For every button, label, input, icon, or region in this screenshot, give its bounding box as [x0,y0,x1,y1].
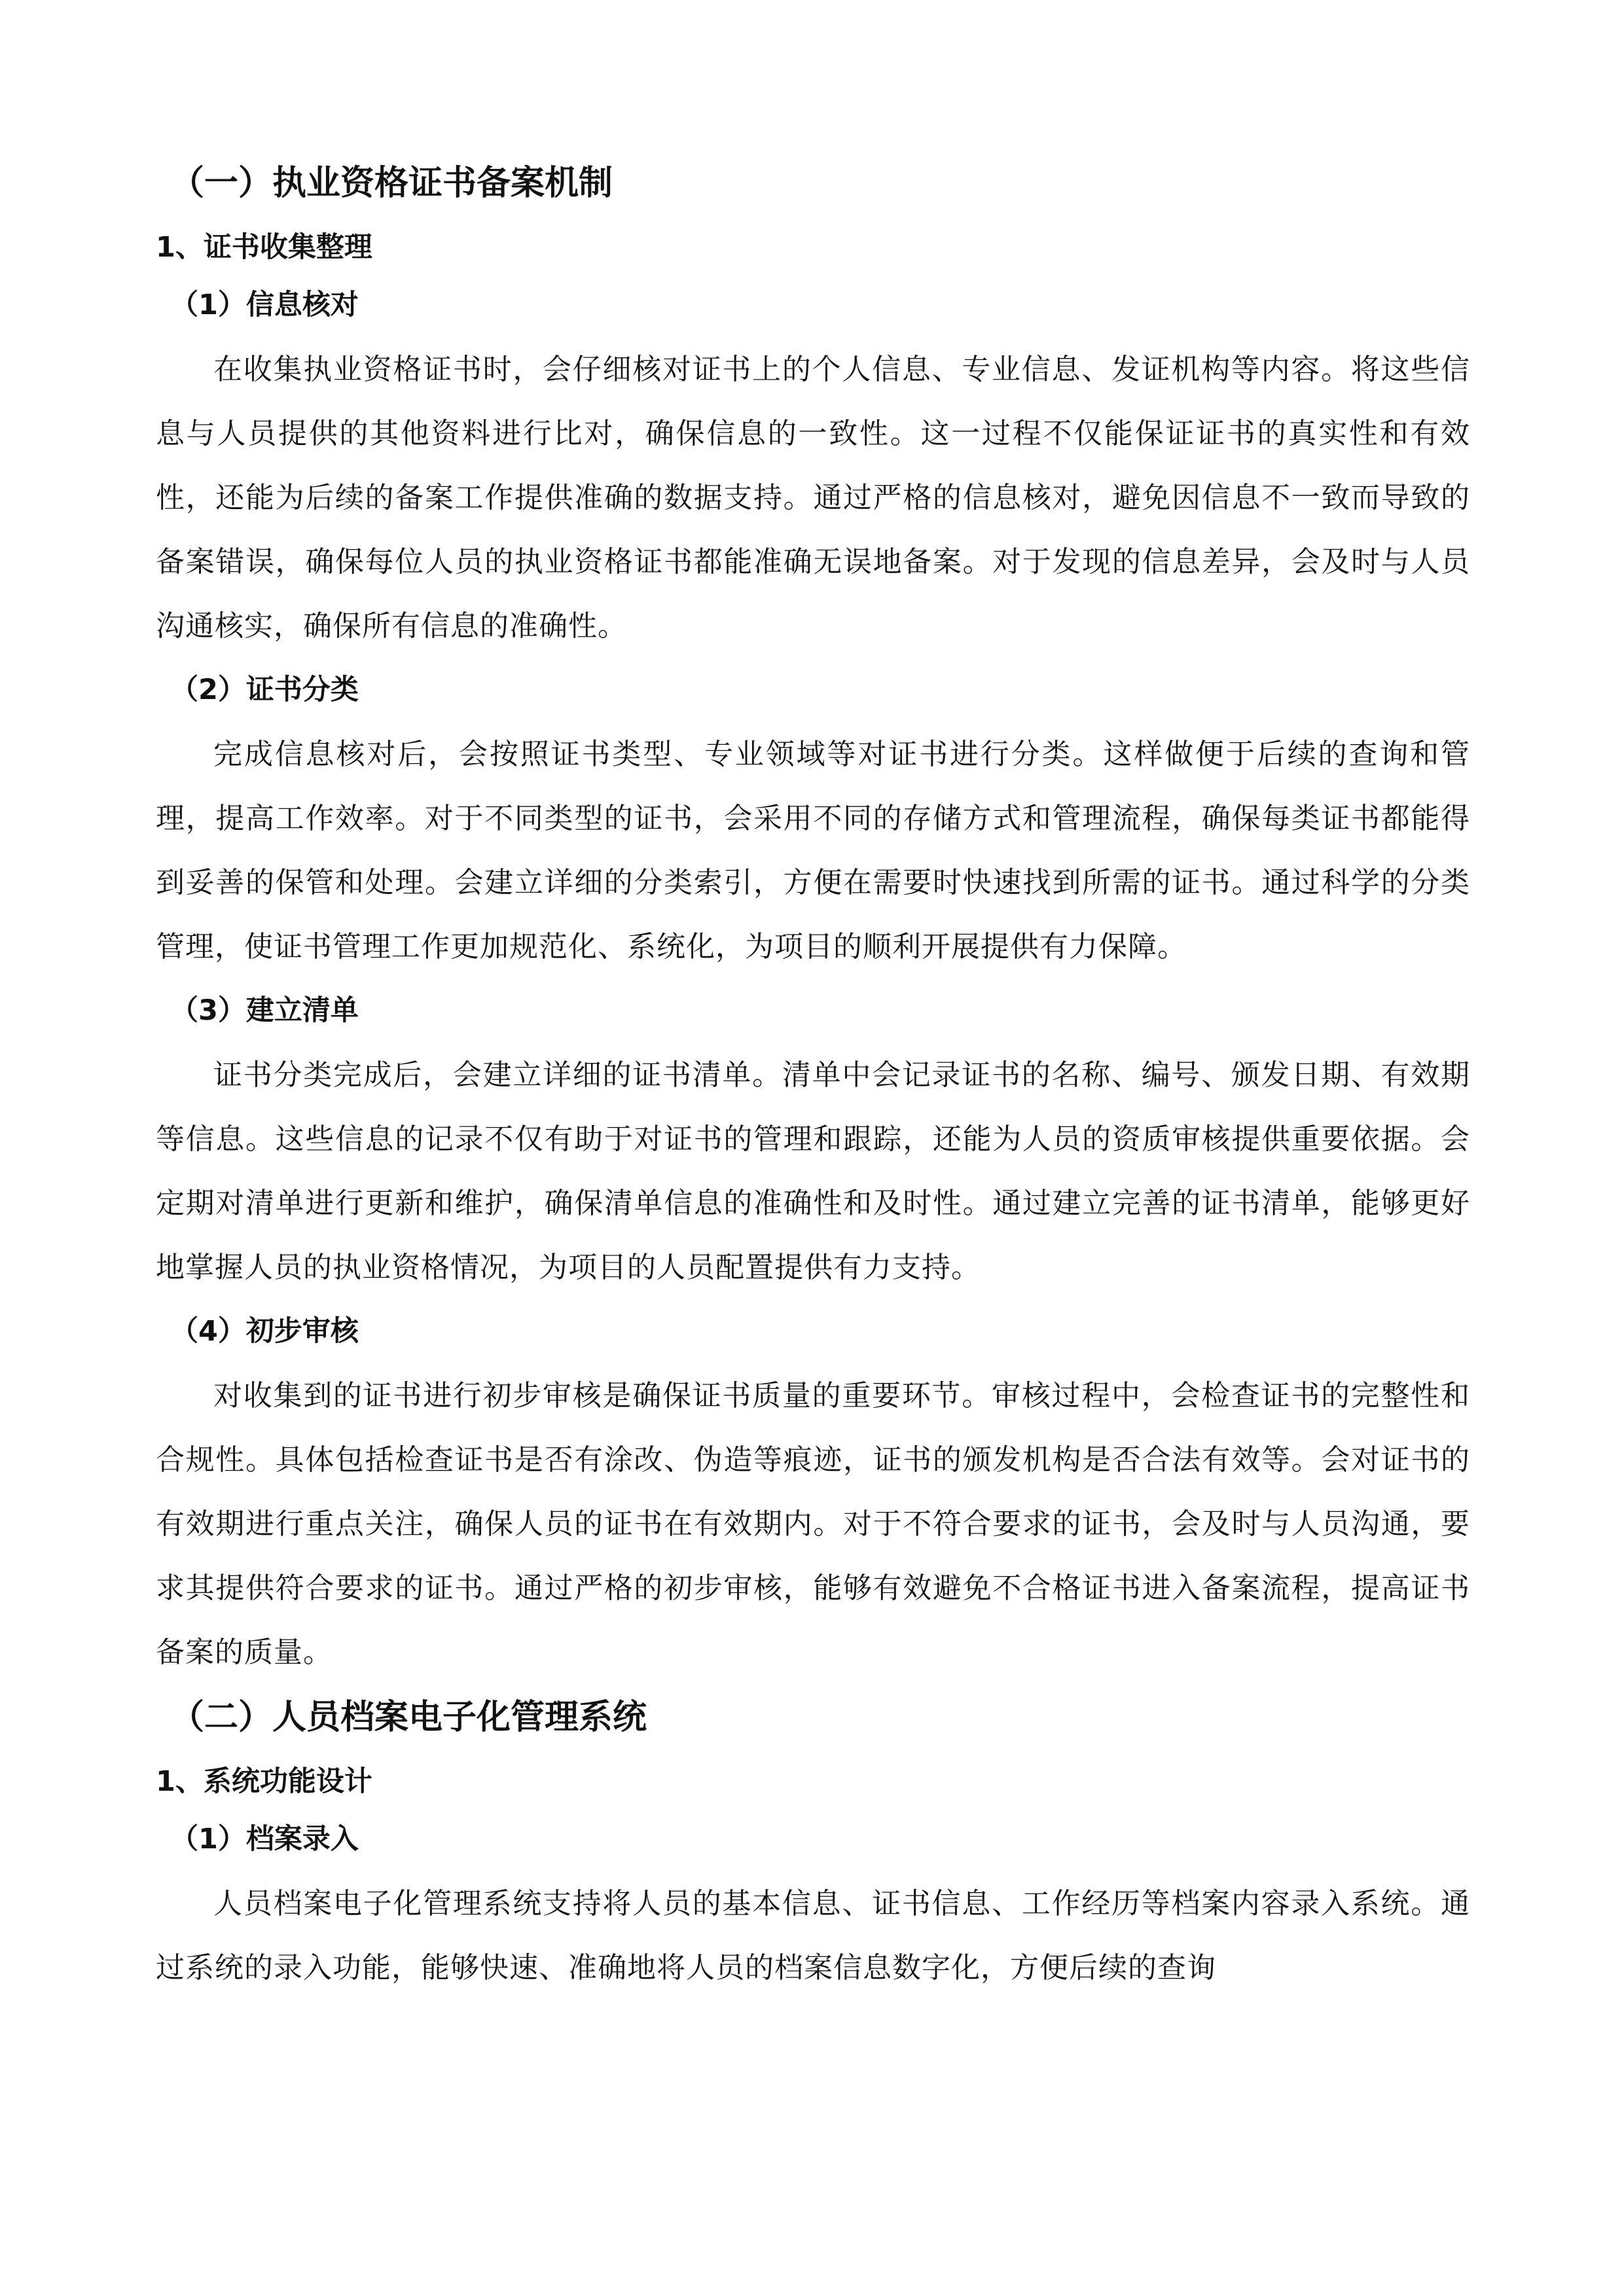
item-heading-build-list: （3）建立清单 [170,994,359,1027]
subsection-heading-1-1: 1、证书收集整理 [156,231,372,264]
document-page [156,157,1470,2005]
item-heading-archive-entry: （1）档案录入 [170,1823,359,1856]
section-title-2: （二）人员档案电子化管理系统 [170,1698,647,1737]
paragraph-initial-review: 对收集到的证书进行初步审核是确保证书质量的重要环节。审核过程中，会检查证书的完整性和合规性。具体包括检查证书是否有涂改、伪造等痕迹，证书的颁发机构是否合法有效等。会对证书的有效期进行重点关注，确保人员的证书在有效期内。对于不符合要求的证书，会及时与人员沟通，要求其提供符合要求的证书。通过严格的初步审核，能够有效避免不合格证书进入备案流程，提高证书备案的质量。 [156,1379,1470,1669]
paragraph-cert-classify: 完成信息核对后，会按照证书类型、专业领域等对证书进行分类。这样做便于后续的查询和管理，提高工作效率。对于不同类型的证书，会采用不同的存储方式和管理流程，确保每类证书都能得到妥善的保管和处理。会建立详细的分类索引，方便在需要时快速找到所需的证书。通过科学的分类管理，使证书管理工作更加规范化、系统化，为项目的顺利开展提供有力保障。 [156,738,1470,963]
item-heading-initial-review: （4）初步审核 [170,1315,359,1348]
paragraph-archive-entry: 人员档案电子化管理系统支持将人员的基本信息、证书信息、工作经历等档案内容录入系统。通过系统的录入功能，能够快速、准确地将人员的档案信息数字化，方便后续的查询 [156,1887,1470,1984]
section-title-1: （一）执业资格证书备案机制 [170,164,613,203]
paragraph-info-check: 在收集执业资格证书时，会仔细核对证书上的个人信息、专业信息、发证机构等内容。将这些信息与人员提供的其他资料进行比对，确保信息的一致性。这一过程不仅能保证证书的真实性和有效性，还能为后续的备案工作提供准确的数据支持。通过严格的信息核对，避免因信息不一致而导致的备案错误，确保每位人员的执业资格证书都能准确无误地备案。对于发现的信息差异，会及时与人员沟通核实，确保所有信息的准确性。 [156,353,1470,643]
item-heading-cert-classify: （2）证书分类 [170,673,359,706]
subsection-heading-2-1: 1、系统功能设计 [156,1765,372,1798]
paragraph-build-list: 证书分类完成后，会建立详细的证书清单。清单中会记录证书的名称、编号、颁发日期、有效期等信息。这些信息的记录不仅有助于对证书的管理和跟踪，还能为人员的资质审核提供重要依据。会定期对清单进行更新和维护，确保清单信息的准确性和及时性。通过建立完善的证书清单，能够更好地掌握人员的执业资格情况，为项目的人员配置提供有力支持。 [156,1058,1470,1284]
item-heading-info-check: （1）信息核对 [170,289,359,321]
